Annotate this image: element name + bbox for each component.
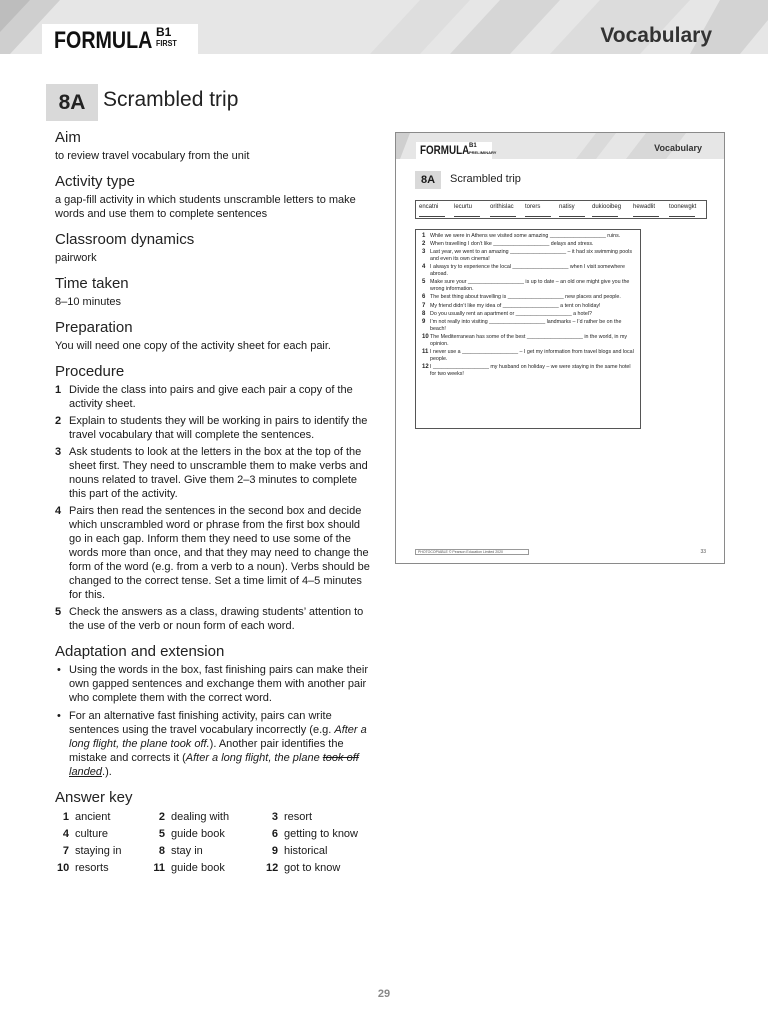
answer-line [633,216,659,217]
teacher-notes [55,129,373,877]
worksheet-unit-code: 8A [415,171,441,189]
page-number: 29 [377,988,391,1000]
answer-item: 3 resort [271,811,313,823]
scrambled-word: torers [525,204,541,210]
activity-type-heading: Activity type [55,173,136,190]
sentence-item: 5 Make sure your ___________________ is up to date – an old one might give you the wrong information. [422,279,630,293]
formula-logo [42,24,198,54]
answer-item: 5 guide book [158,828,225,840]
aim-text: to review travel vocabulary from the unit [55,150,250,162]
worksheet-thumbnail [395,132,725,564]
time-taken-heading: Time taken [55,275,129,292]
sentence-item: 10 The Mediterranean has some of the best ___________________ in the world, in my opinion. [422,333,627,347]
page-header [0,0,768,54]
answer-item: 4 culture [62,828,109,840]
answer-item: 7 staying in [62,845,122,857]
sentence-item: 2 When travelling I don’t like ___________________ delays and stress. [422,241,594,248]
scrambled-words-box [415,200,707,219]
sentence-item: 11 I never use a ___________________ – I get my information from travel blogs and local people. [422,348,634,362]
sentences-box [415,229,641,429]
unit-title: Scrambled trip [103,88,239,111]
logo-sub: FIRST [156,39,177,48]
worksheet-logo: FORMULA B1 PRELIMINARY [416,142,492,159]
answer-line [559,216,585,217]
sentence-item: 6 The best thing about travelling is ___________________ new places and people. [422,294,621,301]
answer-item: 12 got to know [266,862,341,874]
answer-key-heading: Answer key [55,789,133,806]
answer-row [57,826,375,843]
answer-row [57,843,375,860]
sentence-item: 8 Do you usually rent an apartment or ___________________ a hotel? [422,310,592,317]
answer-item: 8 stay in [158,845,203,857]
scrambled-word: orithislac [490,204,514,210]
scrambled-word: lecurtu [454,204,473,210]
scrambled-word: encatni [419,204,439,210]
answer-item: 11 guide book [153,862,225,874]
sentence-item: 1 While we were in Athens we visited some amazing ___________________ ruins. [422,233,621,239]
answer-row [57,809,375,826]
procedure-list [55,383,373,633]
bullet-icon: • [57,710,61,722]
answer-line [525,216,551,217]
scrambled-word: hewadlit [633,204,656,210]
header-title: Vocabulary [600,24,712,47]
answer-line [490,216,516,217]
procedure-step: 3 Ask students to look at the letters in the box at the top of the sheet first. They need to unscramble them to make verbs and nouns related to travel. Give them 2–3 minutes to complete this part of the activity. [55,446,368,500]
logo-text: FORMULA [54,27,153,54]
worksheet-page-number: 33 [700,549,706,555]
answer-line [669,216,695,217]
answer-item: 1 ancient [62,811,111,823]
classroom-dynamics-text: pairwork [55,252,97,264]
preparation-text: You will need one copy of the activity sheet for each pair. [55,340,331,352]
worksheet-title: Vocabulary [654,143,702,153]
classroom-dynamics-heading: Classroom dynamics [55,231,195,248]
adaptation-item: • For an alternative fast finishing activity, pairs can write sentences using the travel vocabulary incorrectly (e.g. After a long flight, the plane took off.). Another pair identifies the mistake and corrects it (After a long flight, the plane took off landed.). [57,710,367,778]
answer-item: 6 getting to know [271,828,358,840]
scrambled-word: toonewgkt [669,204,697,210]
scrambled-word: dukiooibeg [592,204,622,210]
answer-key [57,809,375,877]
worksheet-unit-title: Scrambled trip [450,173,521,185]
answer-line [592,216,618,217]
procedure-step: 2 Explain to students they will be working in pairs to identify the travel vocabulary that will complete the sentences. [55,415,368,441]
worksheet-header [396,133,724,159]
answer-item: 2 dealing with [158,811,230,823]
sentence-item: 7 My friend didn’t like my idea of ___________________ a tent on holiday! [422,302,601,309]
answer-line [419,216,445,217]
procedure-heading: Procedure [55,363,125,380]
adaptation-item: • Using the words in the box, fast finishing pairs can make their own gapped sentences and exchange them with another pair who complete them with the correct word. [57,664,368,704]
preparation-heading: Preparation [55,319,133,336]
logo-level: B1 [156,25,172,39]
procedure-step: 4 Pairs then read the sentences in the second box and decide which unscrambled word or phrase from the first box should go in each gap. Inform them they need to use some of the words more than once, and that they may need to change the form of the word (e.g. from a verb to a noun). Verbs should be changed to the correct tense. Set a time limit of 4–5 minutes for this. [55,505,370,601]
aim-heading: Aim [55,129,81,146]
adaptation-list [55,663,373,779]
sentence-item: 3 Last year, we went to an amazing ___________________ – it had six swimming pools and even its own cinema! [422,249,633,263]
procedure-step: 5 Check the answers as a class, drawing students’ attention to the use of the verb or noun form of each word. [55,606,364,632]
answer-item: 9 historical [271,845,328,857]
answer-item: 10 resorts [57,862,109,874]
answer-row [57,860,375,877]
scrambled-word: natisy [559,204,575,210]
time-taken-text: 8–10 minutes [55,296,122,308]
sentence-item: 12 I ___________________ my husband on holiday – we were staying in the same hotel for two weeks! [422,363,631,377]
bullet-icon: • [57,664,61,676]
procedure-step: 1 Divide the class into pairs and give each pair a copy of the activity sheet. [55,384,353,410]
adaptation-heading: Adaptation and extension [55,643,225,660]
sentence-item: 9 I’m not really into visiting ___________________ landmarks – I’d rather be on the beach! [422,318,622,332]
unit-code: 8A [46,84,98,121]
activity-type-text: a gap-fill activity in which students unscramble letters to make words and use them to complete sentences [55,194,356,220]
answer-line [454,216,480,217]
worksheet-footer: PHOTOCOPIABLE © Pearson Education Limited 2020 [415,549,529,555]
sentence-item: 4 I always try to experience the local ___________________ when I visit somewhere abroad. [422,264,625,278]
